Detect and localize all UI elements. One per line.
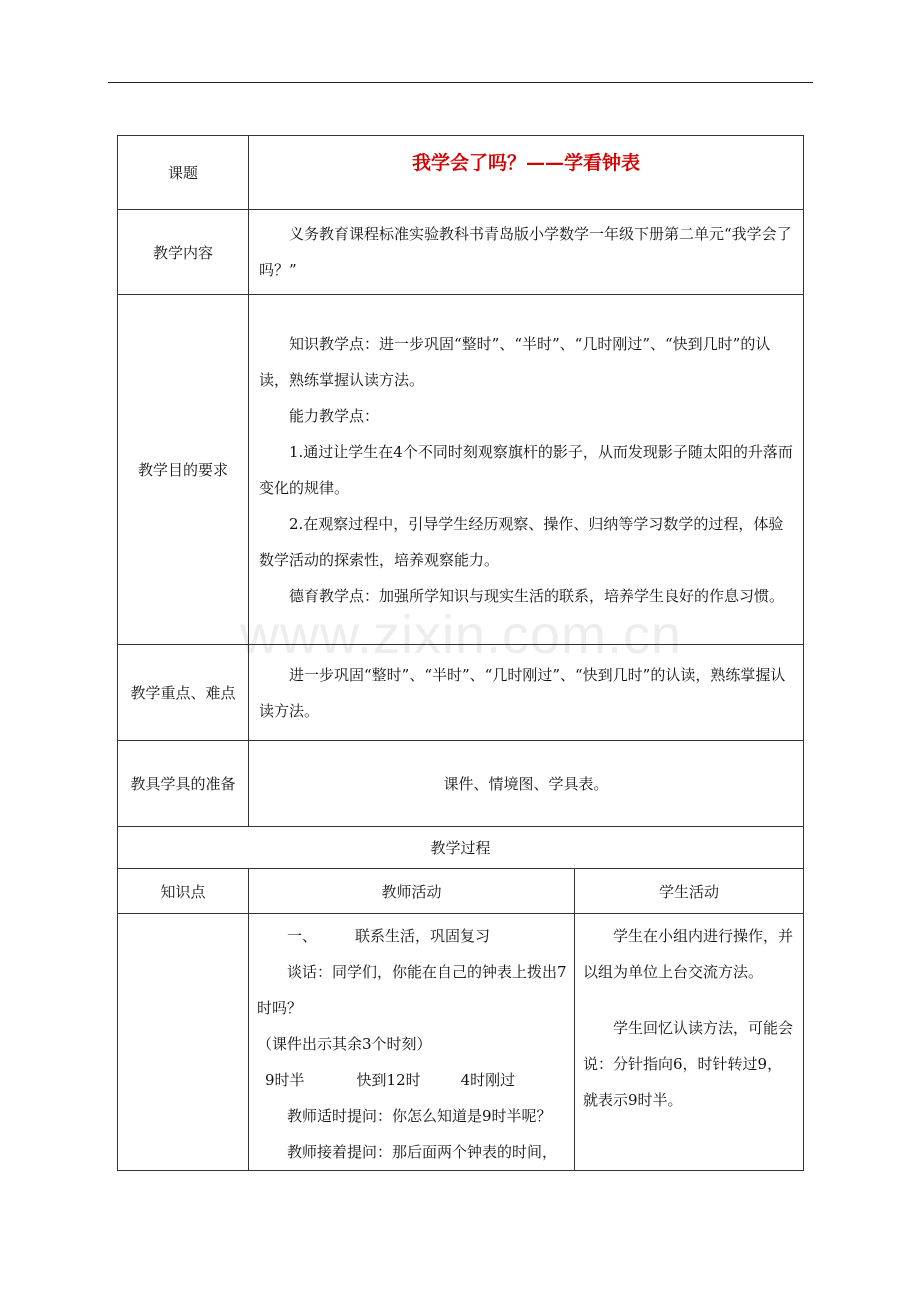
teacher-note: （课件出示其余3个时刻）	[257, 1035, 432, 1053]
student-activity-text: 学生在小组内进行操作，并以组为单位上台交流方法。	[583, 927, 794, 981]
materials-text: 课件、情境图、学具表。	[249, 741, 804, 827]
knowledge-header: 知识点	[118, 869, 249, 914]
topic-row	[118, 136, 804, 210]
teacher-activity-cell	[249, 914, 575, 1171]
process-label: 教学过程	[118, 827, 804, 869]
teacher-section-heading	[257, 918, 568, 954]
goals-paragraph: 德育教学点：加强所学知识与现实生活的联系，培养学生良好的作息习惯。	[289, 586, 785, 605]
goals-cell	[249, 295, 804, 645]
header-rule	[108, 82, 813, 83]
content-label: 教学内容	[118, 210, 249, 295]
section-number: 一、	[287, 927, 318, 945]
content-text: 义务教育课程标准实验教科书青岛版小学数学一年级下册第二单元“我学会了吗？”	[259, 225, 792, 279]
time-list	[257, 1062, 568, 1098]
teacher-talk: 谈话：同学们，你能在自己的钟表上拨出7时吗？	[257, 963, 567, 1017]
goals-row	[118, 295, 804, 645]
keypoints-label: 教学重点、难点	[118, 645, 249, 741]
section-title: 联系生活，巩固复习	[355, 927, 491, 945]
goals-label: 教学目的要求	[118, 295, 249, 645]
materials-label: 教具学具的准备	[118, 741, 249, 827]
materials-row	[118, 741, 804, 827]
content-row	[118, 210, 804, 295]
lesson-title: 我学会了吗？——学看钟表	[249, 136, 804, 210]
time-item: 快到12时	[356, 1071, 421, 1089]
column-header-row	[118, 869, 804, 914]
student-activity-cell	[575, 914, 804, 1171]
teacher-header: 教师活动	[249, 869, 575, 914]
process-row	[118, 827, 804, 869]
topic-label: 课题	[118, 136, 249, 210]
goals-paragraph: 能力教学点：	[289, 406, 380, 425]
student-header: 学生活动	[575, 869, 804, 914]
time-item: 4时刚过	[460, 1071, 516, 1089]
watermark: www.zixin.com.cn	[239, 605, 683, 665]
teacher-question: 教师接着提问：那后面两个钟表的时间，	[287, 1143, 558, 1161]
activity-row	[118, 914, 804, 1171]
goals-paragraph: 2.在观察过程中，引导学生经历观察、操作、归纳等学习数学的过程，体验数学活动的探索性，培养观察能力。	[259, 514, 784, 569]
goals-paragraph: 知识教学点：进一步巩固“整时”、“半时”、“几时刚过”、“快到几时”的认读，熟练掌握认读方法。	[259, 334, 771, 389]
time-item: 9时半	[265, 1071, 305, 1089]
keypoints-text: 进一步巩固“整时”、“半时”、“几时刚过”、“快到几时”的认读，熟练掌握认读方法。	[259, 665, 786, 720]
teacher-question: 教师适时提问：你怎么知道是9时半呢？	[287, 1107, 552, 1125]
goals-paragraph: 1.通过让学生在4个不同时刻观察旗杆的影子，从而发现影子随太阳的升落而变化的规律。	[259, 442, 793, 497]
student-activity-text: 学生回忆认读方法，可能会说：分针指向6，时针转过9，就表示9时半。	[583, 1019, 794, 1109]
knowledge-cell	[118, 914, 249, 1171]
content-cell	[249, 210, 804, 295]
